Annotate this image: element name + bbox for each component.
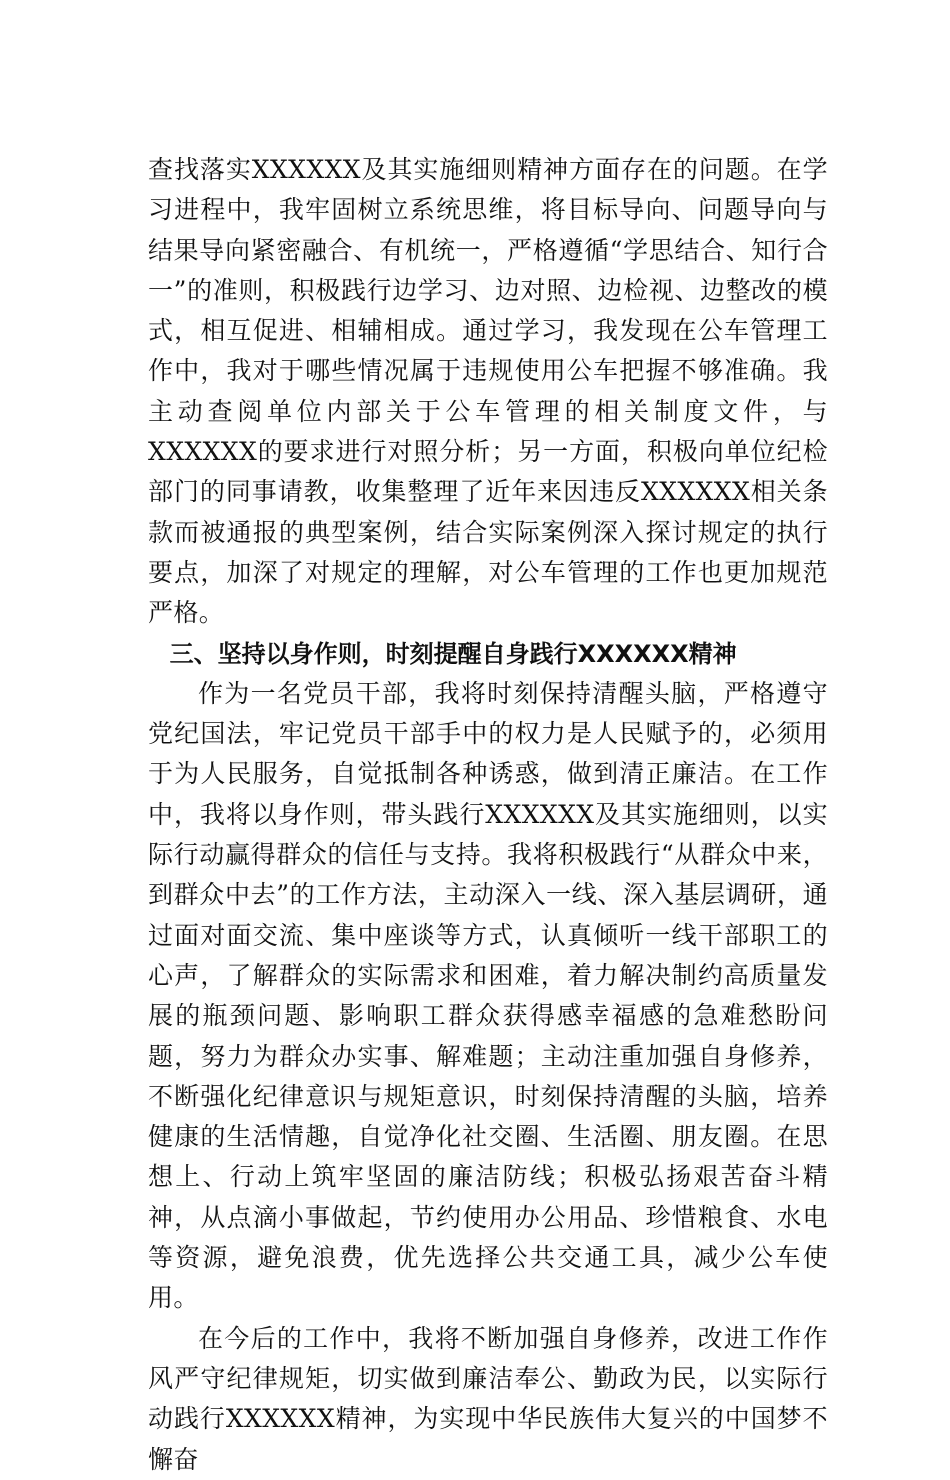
paragraph-continued: 查找落实XXXXXX及其实施细则精神方面存在的问题。在学习进程中，我牢固树立系统思维，将目标导向、问题导向与结果导向紧密融合、有机统一，严格遵循“学思结合、知行合一”的准则，积极践行边学习、边对照、边检视、边整改的模式，相互促进、相辅相成。通过学习，我发现在公车管理工作中，我对于哪些情况属于违规使用公车把握不够准确。我主动查阅单位内部关于公车管理的相关制度文件，与XXXXXX的要求进行对照分析；另一方面，积极向单位纪检部门的同事请教，收集整理了近年来因违反XXXXXX相关条款而被通报的典型案例，结合实际案例深入探讨规定的执行要点，加深了对规定的理解，对公车管理的工作也更加规范严格。 [148,155,828,628]
paragraph-section-3: 作为一名党员干部，我将时刻保持清醒头脑，严格遵守党纪国法，牢记党员干部手中的权力是人民赋予的，必须用于为人民服务，自觉抵制各种诱惑，做到清正廉洁。在工作中，我将以身作则，带头践行XXXXXX及其实施细则，以实际行动赢得群众的信任与支持。我将积极践行“从群众中来，到群众中去”的工作方法，主动深入一线、深入基层调研，通过面对面交流、集中座谈等方式，认真倾听一线干部职工的心声，了解群众的实际需求和困难，着力解决制约高质量发展的瓶颈问题、影响职工群众获得感幸福感的急难愁盼问题，努力为群众办实事、解难题；主动注重加强自身修养，不断强化纪律意识与规矩意识，时刻保持清醒的头脑，培养健康的生活情趣，自觉净化社交圈、生活圈、朋友圈。在思想上、行动上筑牢坚固的廉洁防线；积极弘扬艰苦奋斗精神，从点滴小事做起，节约使用办公用品、珍惜粮食、水电等资源，避免浪费，优先选择公共交通工具，减少公车使用。 [148,678,828,1313]
paragraph-closing: 在今后的工作中，我将不断加强自身修养，改进工作作风严守纪律规矩，切实做到廉洁奉公、勤政为民，以实际行动践行XXXXXX精神，为实现中华民族伟大复兴的中国梦不懈奋 [148,1323,828,1474]
document-body [148,150,828,1480]
section-heading-3: 三、坚持以身作则，时刻提醒自身践行XXXXXX精神 [169,639,737,668]
